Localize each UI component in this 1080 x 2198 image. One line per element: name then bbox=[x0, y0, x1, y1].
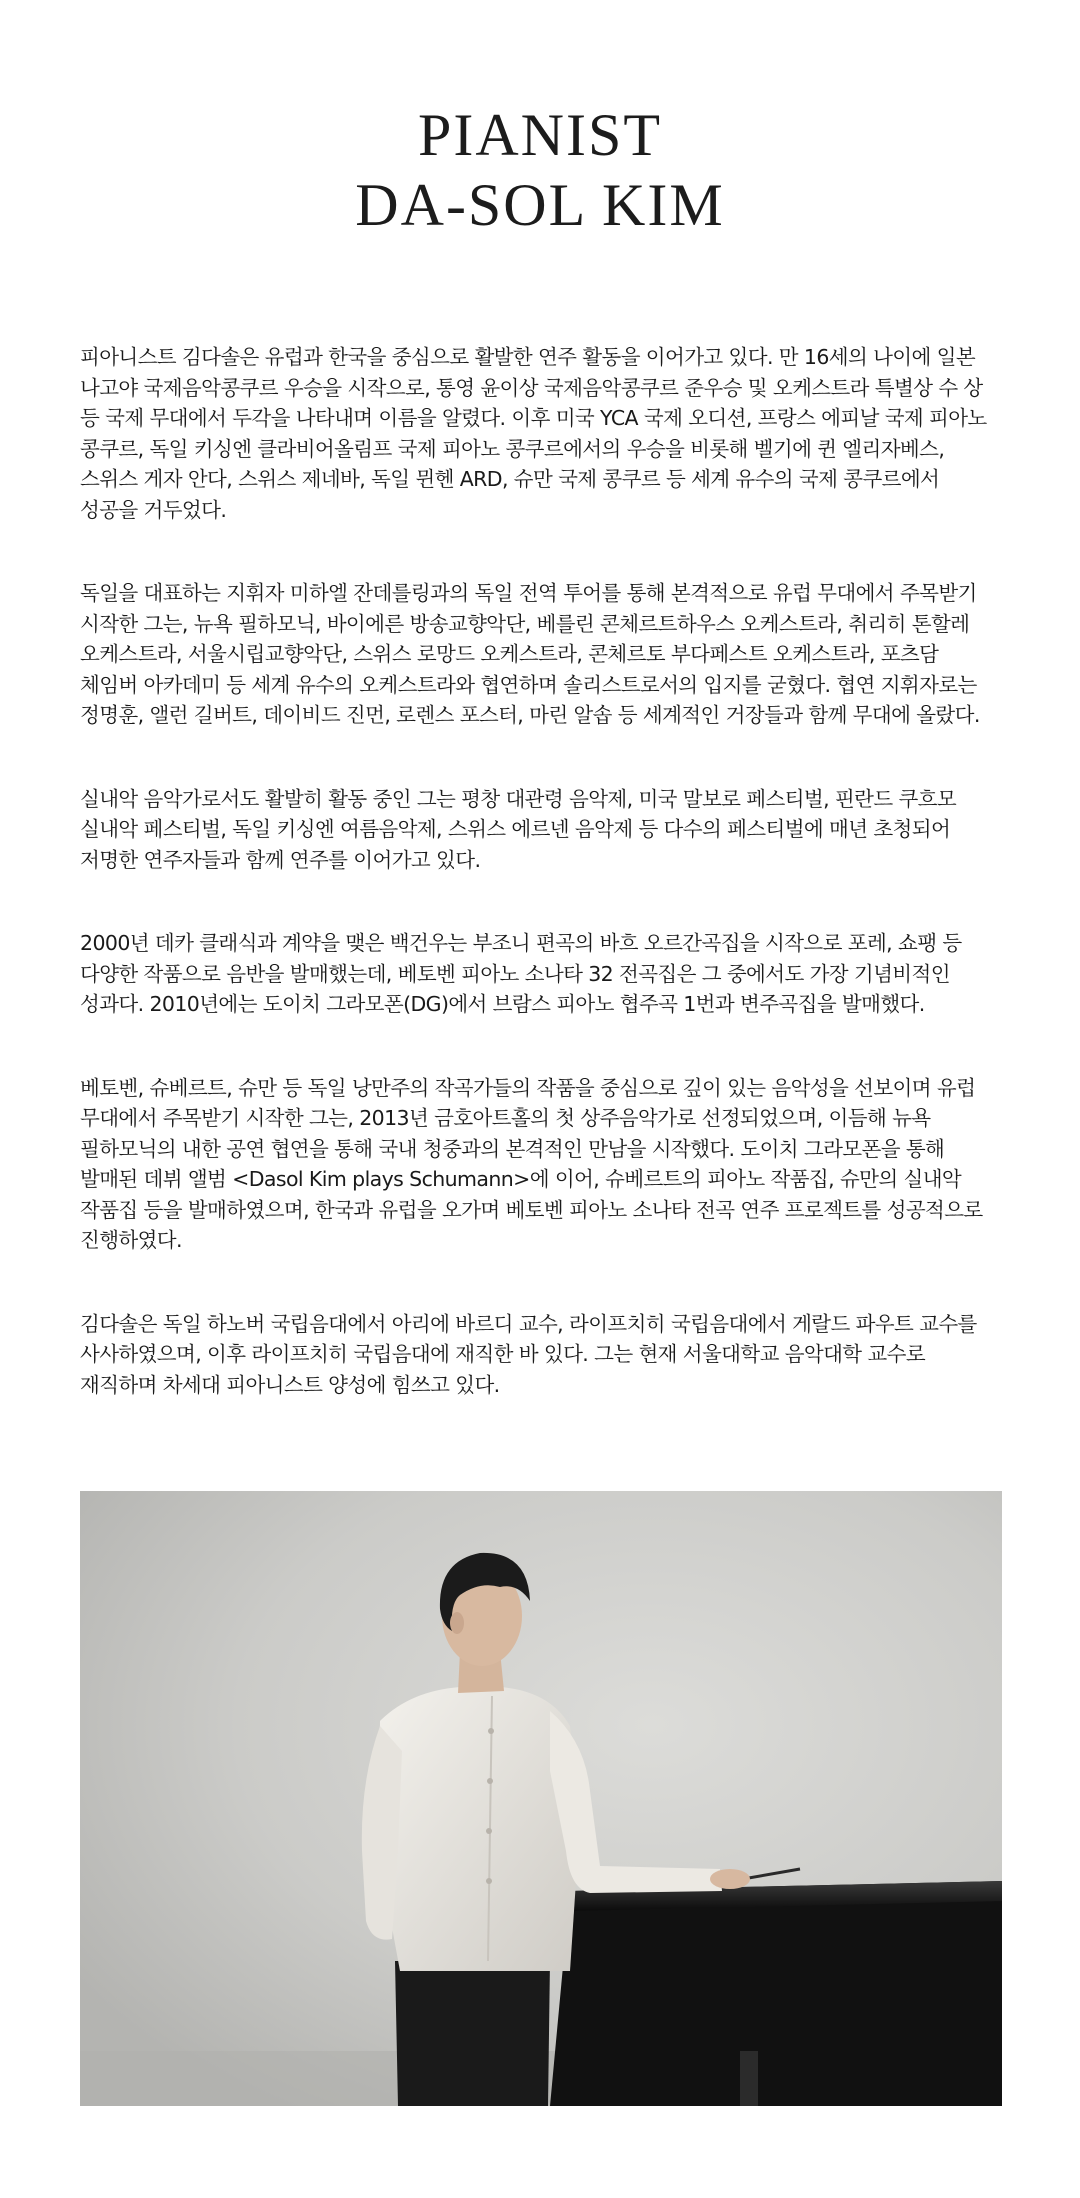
page-title bbox=[0, 100, 1080, 240]
bio-paragraph-education: 김다솔은 독일 하노버 국립음대에서 아리에 바르디 교수, 라이프치히 국립음대에서 게랄드 파우트 교수를 사사하였으며, 이후 라이프치히 국립음대에 재직한 바 있다. 그는 현재 서울대학교 음악대학 교수로 재직하며 차세대 피아니스트 양성에 힘쓰고 있다. bbox=[80, 1311, 977, 1397]
bio-paragraph-orchestras: 독일을 대표하는 지휘자 미하엘 잔데를링과의 독일 전역 투어를 통해 본격적으로 유럽 무대에서 주목받기 시작한 그는, 뉴욕 필하모닉, 바이에른 방송교향악단, 베를린 콘체르트하우스 오케스트라, 취리히 톤할레 오케스트라, 서울시립교향악단, 스위스 로망드 오케스트라, 콘체르토 부다페스트 오케스트라, 포츠담 체임버 아카데미 등 세계 유수의 오케스트라와 협연하며 솔리스트로서의 입지를 굳혔다. 협연 지휘자로는 정명훈, 앨런 길버트, 데이비드 진먼, 로렌스 포스터, 마린 알솝 등 세계적인 거장들과 함께 무대에 올랐다. bbox=[80, 581, 980, 727]
bio-paragraph-recordings: 2000년 데카 클래식과 계약을 맺은 백건우는 부조니 편곡의 바흐 오르간곡집을 시작으로 포레, 쇼팽 등 다양한 작품으로 음반을 발매했는데, 베토벤 피아노 소나타 32 전곡집은 그 중에서도 가장 기념비적인 성과다. 2010년에는 도이치 그라모폰(DG)에서 브람스 피아노 협주곡 1번과 변주곡집을 발매했다. bbox=[80, 931, 962, 1016]
pianist-photo bbox=[80, 1491, 1002, 2106]
title-line-1: PIANIST bbox=[417, 102, 662, 168]
bio-paragraph-competitions: 피아니스트 김다솔은 유럽과 한국을 중심으로 활발한 연주 활동을 이어가고 있다. 만 16세의 나이에 일본 나고야 국제음악콩쿠르 우승을 시작으로, 통영 윤이상 국제음악콩쿠르 준우승 및 오케스트라 특별상 수 상 등 국제 무대에서 두각을 나타내며 이름을 알렸다. 이후 미국 YCA 국제 오디션, 프랑스 에피날 국제 피아노 콩쿠르, 독일 키싱엔 클라비어올림프 국제 피아노 콩쿠르에서의 우승을 비롯해 벨기에 퀸 엘리자베스, 스위스 게자 안다, 스위스 제네바, 독일 뮌헨 ARD, 슈만 국제 콩쿠르 등 세계 유수의 국제 콩쿠르에서 성공을 거두었다. bbox=[80, 345, 987, 522]
bio-paragraph-chamber-music: 실내악 음악가로서도 활발히 활동 중인 그는 평창 대관령 음악제, 미국 말보로 페스티벌, 핀란드 쿠흐모 실내악 페스티벌, 독일 키싱엔 여름음악제, 스위스 에르넨 음악제 등 다수의 페스티벌에 매년 초청되어 저명한 연주자들과 함께 연주를 이어가고 있다. bbox=[80, 786, 957, 872]
pianist-photo-image bbox=[80, 1491, 1002, 2106]
biography bbox=[80, 342, 1000, 1453]
title-line-2: DA-SOL KIM bbox=[355, 172, 725, 238]
bio-paragraph-career: 베토벤, 슈베르트, 슈만 등 독일 낭만주의 작곡가들의 작품을 중심으로 깊이 있는 음악성을 선보이며 유럽 무대에서 주목받기 시작한 그는, 2013년 금호아트홀의 첫 상주음악가로 선정되었으며, 이듬해 뉴욕 필하모닉의 내한 공연 협연을 통해 국내 청중과의 본격적인 만남을 시작했다. 도이치 그라모폰을 통해 발매된 데뷔 앨범 <Dasol Kim plays Schumann>에 이어, 슈베르트의 피아노 작품집, 슈만의 실내악 작품집 등을 발매하였으며, 한국과 유럽을 오가며 베토벤 피아노 소나타 전곡 연주 프로젝트를 성공적으로 진행하였다. bbox=[80, 1075, 983, 1252]
